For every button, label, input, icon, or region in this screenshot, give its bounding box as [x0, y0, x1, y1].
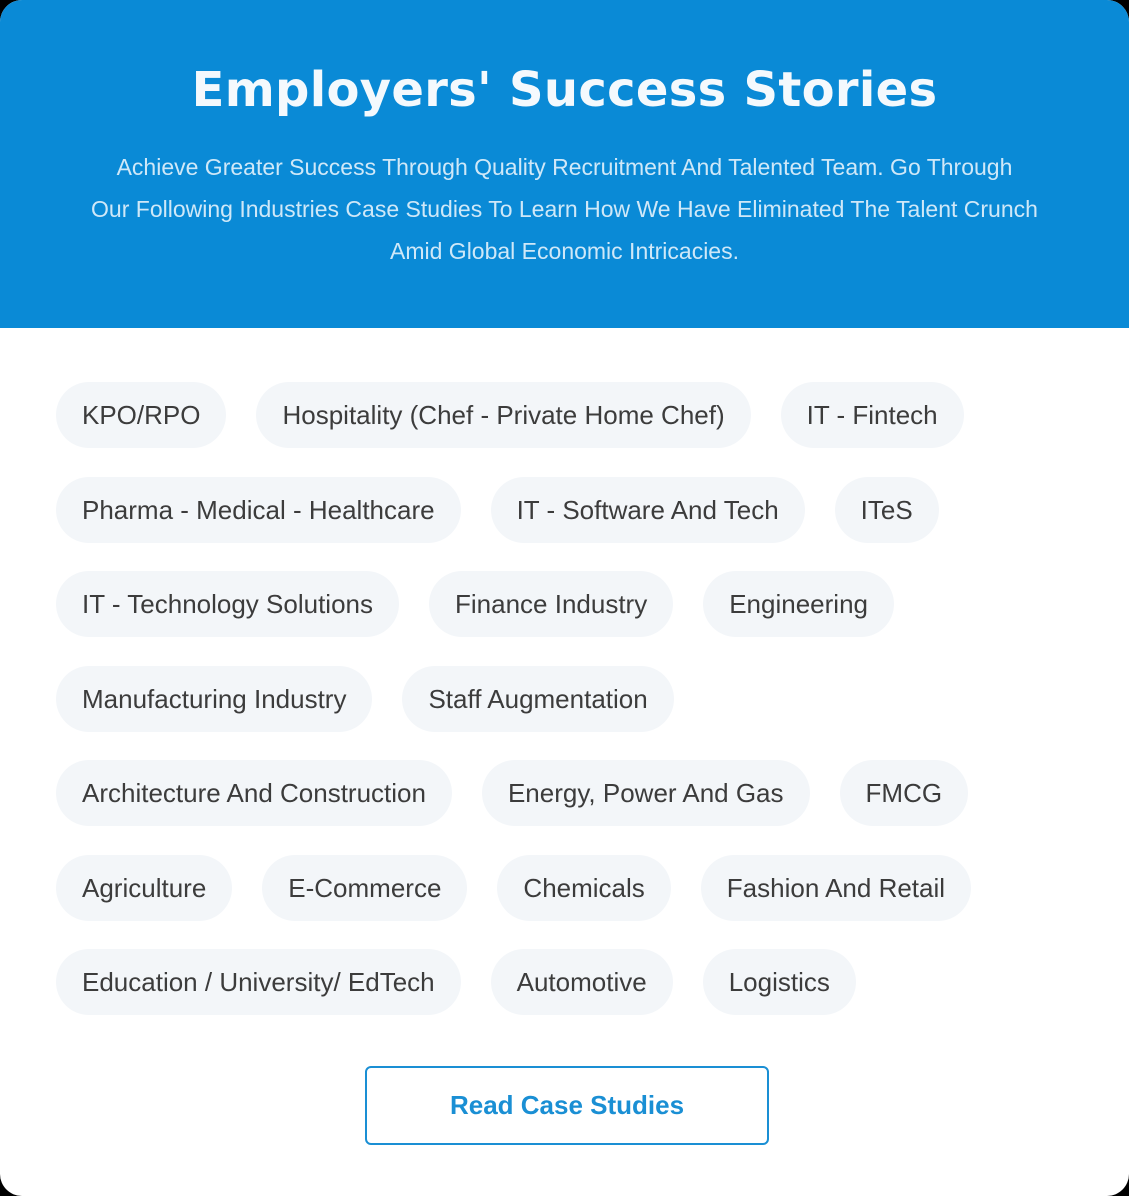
- industry-tag[interactable]: Manufacturing Industry: [56, 666, 372, 732]
- industry-tag[interactable]: IT - Technology Solutions: [56, 571, 399, 637]
- tag-row: [56, 571, 1086, 637]
- hero-banner: [0, 0, 1129, 328]
- industry-tag[interactable]: Pharma - Medical - Healthcare: [56, 477, 461, 543]
- industry-tag[interactable]: Chemicals: [497, 855, 670, 921]
- industry-tag[interactable]: IT - Fintech: [781, 382, 964, 448]
- page-title: Employers' Success Stories: [191, 62, 938, 118]
- industry-tag[interactable]: Engineering: [703, 571, 894, 637]
- industry-tag[interactable]: KPO/RPO: [56, 382, 226, 448]
- page-description: [30, 146, 1099, 272]
- industry-tag[interactable]: Energy, Power And Gas: [482, 760, 810, 826]
- industry-tag[interactable]: Automotive: [491, 949, 673, 1015]
- industry-tag[interactable]: Fashion And Retail: [701, 855, 971, 921]
- industry-tag[interactable]: Logistics: [703, 949, 856, 1015]
- industry-tag[interactable]: Architecture And Construction: [56, 760, 452, 826]
- industry-tag[interactable]: IT - Software And Tech: [491, 477, 805, 543]
- industry-tag[interactable]: Education / University/ EdTech: [56, 949, 461, 1015]
- tag-row: [56, 666, 1086, 732]
- description-line: Amid Global Economic Intricacies.: [390, 238, 739, 264]
- industry-tag[interactable]: Agriculture: [56, 855, 232, 921]
- industry-tag[interactable]: Staff Augmentation: [402, 666, 673, 732]
- description-line: Achieve Greater Success Through Quality Recruitment And Talented Team. Go Through: [116, 154, 1013, 180]
- industry-tag[interactable]: FMCG: [840, 760, 969, 826]
- tag-row: [56, 760, 1086, 826]
- industry-tag[interactable]: Hospitality (Chef - Private Home Chef): [256, 382, 750, 448]
- industry-tag[interactable]: E-Commerce: [262, 855, 467, 921]
- industry-tag[interactable]: ITeS: [835, 477, 939, 543]
- industry-tag[interactable]: Finance Industry: [429, 571, 673, 637]
- tag-row: [56, 477, 1086, 543]
- tag-row: [56, 949, 1086, 1015]
- description-line: Our Following Industries Case Studies To Learn How We Have Eliminated The Talent Crunch: [91, 196, 1038, 222]
- tag-row: [56, 855, 1086, 921]
- tag-row: [56, 382, 1086, 448]
- read-case-studies-button[interactable]: Read Case Studies: [365, 1066, 769, 1145]
- industry-tag-list: [56, 382, 1086, 1044]
